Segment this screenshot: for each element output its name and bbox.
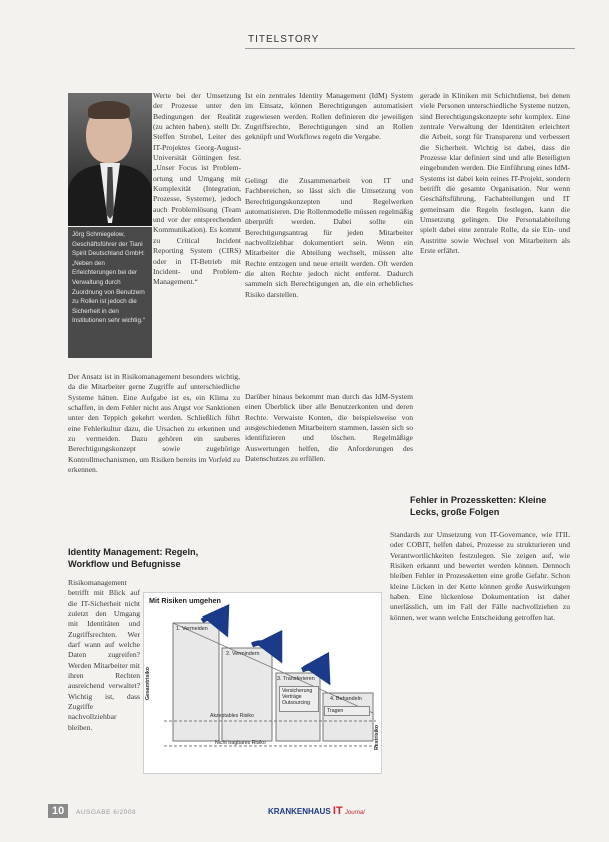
col2-paragraph-3: Darüber hinaus bekommt man durch das IdM-System einen Überblick über alle Benutzerkonten und deren Rechte. Verwaiste Konten, die beispielsweise von ausgeschiedenen Mitarbeitern stammen, lassen sich so identifizieren und löschen. Regelmäßige Auswertungen helfen, die Anforderungen des Datenschutzes zu erfüllen.: [245, 392, 413, 464]
step-2-label: 2. Vermindern: [226, 651, 260, 657]
col3-paragraph-1: gerade in Kliniken mit Schichtdienst, bei denen viele Personen unterschiedliche Systeme nutzen, sind Berechtigungskonzepte sehr komplex. Eine zentrale Verwaltung der Identitäten erleichtert die Arbeit, sorgt für Transparenz und verbessert die Sicherheit. Wichtig ist dabei, dass die Prozesse klar definiert sind und alle Beteiligten eingebunden werden. Die Einführung eines IdM-Systems ist dabei kein reines IT-Projekt, sondern betrifft die gesamte Organisation. Nur wenn Geschäftsführung, Fachabteilungen und IT gemeinsam die Regeln festlegen, kann die Umsetzung gelingen. Die Personalabteilung spielt dabei eine zentrale Rolle, da sie Ein- und Austritte sowie Wechsel von Mitarbeitern als Erste erfährt.: [420, 91, 570, 256]
intolerable-risk-label: Nicht tragbares Risiko: [215, 740, 266, 746]
step-3-item: Verträge: [282, 694, 302, 700]
step-1-label: 1. Vermeiden: [176, 626, 208, 632]
col2-paragraph-2: Gelingt die Zusammenarbeit von IT und Fachbereichen, so lässt sich die Umsetzung von Berechtigungskonzepten und Regelwerken automatisieren. Die Rollenmodelle müssen regelmäßig überprüft werden. Dabei sollte ein Berechtigungsantrag für jeden Mitarbeiter nachvollziehbar dokumentiert sein. Wenn ein Mitarbeiter die Abteilung wechselt, müssen alte Rechte entzogen und neue erteilt werden. Oft werden die alten Rechte jedoch nicht entfernt. Dadurch sammeln sich Berechtigungen an, die ein erhebliches Risiko darstellen.: [245, 176, 413, 299]
page-number: 10: [48, 804, 68, 818]
portrait-photo: [68, 93, 152, 226]
step-4-item: Tragen: [327, 708, 344, 714]
chart-title: Mit Risiken umgehen: [149, 596, 221, 605]
photo-caption: Jörg Schmiegelow, Geschäftsführer der Tiani Spirit Deutschland GmbH: „Neben den Erleichterungen bei der Verwaltung durch Zuordnung von Benutzern zu Rollen ist jedoch die Sicherheit in den Institutionen sehr wichtig.“: [68, 227, 152, 358]
brand-journal: Journal: [344, 810, 365, 816]
col1-paragraph-3: Risikomanagement betrifft mit Blick auf die IT-Sicherheit nicht zuletzt den Umgang mit Identitäten und Zugriffsrechten. Wer darf wann auf welche Daten zugreifen? Werden Mitarbeiter mit ihren Rechten ausreichend verwaltet? Wichtig ist, dass Zugriffe nachvollziehbar bleiben.: [68, 578, 140, 732]
brand-name: KRANKENHAUS: [268, 807, 331, 816]
brand-logo: [268, 805, 365, 817]
issue-label: AUSGABE 6/2008: [76, 809, 137, 816]
acceptable-risk-label: Akzeptables Risiko: [210, 713, 254, 719]
step-3-item: Versicherung: [282, 688, 313, 694]
section-label: TITELSTORY: [248, 34, 320, 45]
col3-heading: Fehler in Prozessketten: Kleine Lecks, große Folgen: [410, 495, 547, 517]
step-3-items: [279, 686, 319, 712]
col1-intro: Werte bei der Umsetzung der Prozesse unter den Bedingungen der Realität (zu achten haben). stellt Dr. Steffen Strobel, Leiter des IT-Projektes Georg-August-Universität Göttingen fest. „Unser Focus ist Problem-ortung und Umgang mit Komplexität (Integration, Prozesse, Systeme), jedoch auch Problemlösung (Team und vor der entsprechenden Kommunikation). Es kommt zu Critical Incident Reporting System (CIRS) oder in IT-Betrieb mit Incident- und Problem-Management.“: [153, 91, 241, 287]
col1-heading: Identity Management: Regeln, Workflow und Befugnisse: [68, 547, 199, 569]
brand-it: IT: [332, 805, 343, 817]
step-3-item: Outsourcing: [282, 700, 310, 706]
col1-paragraph-2: Der Ansatz ist in Risikomanagement besonders wichtig, da die Mitarbeiter gerne Zugriffe auf unterschiedliche Systeme hätten. Eine Aufgabe ist es, ein Klima zu schaffen, in dem Fehler nicht aus Angst vor Sanktionen unter den Teppich gekehrt werden. Schließlich führt eine Fehlerkultur dazu, die Ursachen zu erkennen und zu vermeiden. Dazu gehören ein sauberes Berechtigungskonzept sowie zugehörige Kontrollmechanismen, um Risiken bereits im Vorfeld zu erkennen.: [68, 372, 240, 475]
y-label-right: Restrisiko: [374, 724, 380, 750]
col2-paragraph-1: Ist ein zentrales Identity Management (IdM) System im Einsatz, können Berechtigungen automatisiert zugewiesen werden. Rollen definieren die jeweiligen Zugriffsrechte, Berechtigungen sind an Rollen geknüpft und Workflows regeln die Vergabe.: [245, 91, 413, 142]
step-3-label: 3. Transferieren: [277, 676, 315, 682]
y-label-left: Gesamtrisiko: [145, 667, 151, 700]
step-4-items: [324, 706, 370, 716]
risk-diagram: [143, 592, 382, 774]
step-4-label: 4. Behandeln: [330, 696, 362, 702]
col3-paragraph-2: Standards zur Umsetzung von IT-Governance, wie ITIL oder COBIT, helfen dabei, Prozesse zu strukturieren und Verantwortlichkeiten festzulegen. Sie zeigen auf, wie Risiken erkannt und bewertet werden können. Dennoch bleiben Fehler in Prozessketten eine große Gefahr. Schon kleine Lücken in der Kette können große Auswirkungen haben. Eine lückenlose Dokumentation ist daher unerlässlich, um im Fall der Fälle nachvollziehen zu können, wer wann welche Entscheidung getroffen hat.: [390, 530, 570, 622]
risk-diagram-svg: [144, 593, 381, 773]
step-2-bar: [222, 648, 272, 741]
